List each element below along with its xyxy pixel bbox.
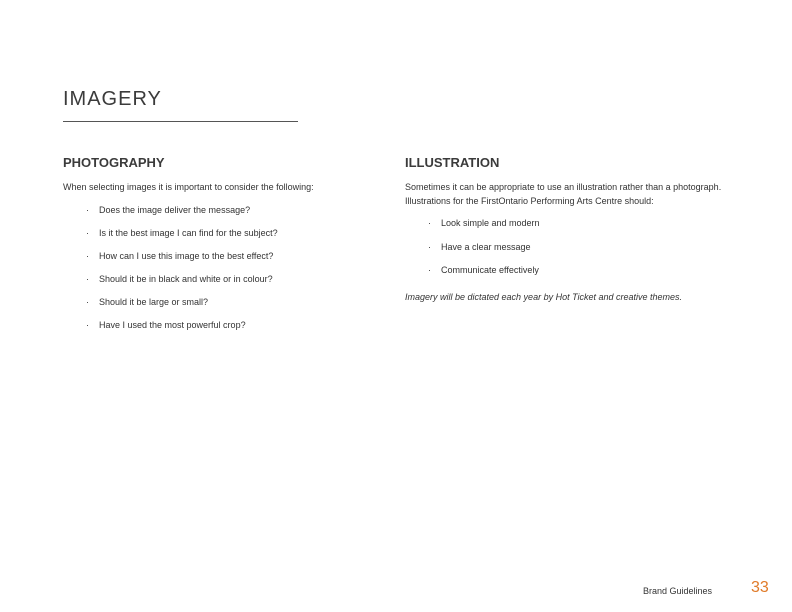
illustration-section: [405, 155, 725, 302]
photography-list: [63, 204, 363, 331]
bullet-icon: ·: [86, 251, 89, 261]
page-number: 33: [751, 579, 769, 596]
list-item: · Have a clear message: [428, 241, 531, 252]
page-title: IMAGERY: [63, 88, 162, 110]
list-item: · Is it the best image I can find for the subject?: [86, 228, 278, 238]
bullet-icon: ·: [86, 228, 89, 238]
title-underline: [63, 121, 298, 122]
list-item: · Have I used the most powerful crop?: [86, 320, 246, 330]
bullet-icon: ·: [86, 274, 89, 284]
list-item: · Should it be in black and white or in colour?: [86, 274, 273, 284]
footer-label: Brand Guidelines: [643, 586, 713, 596]
illustration-heading: ILLUSTRATION: [405, 155, 500, 170]
illustration-list: [405, 217, 725, 276]
bullet-icon: ·: [428, 218, 431, 228]
bullet-icon: ·: [86, 205, 89, 215]
photography-intro: When selecting images it is important to consider the following:: [63, 182, 314, 192]
photography-heading: PHOTOGRAPHY: [63, 155, 165, 170]
imagery-note: Imagery will be dictated each year by Hot Ticket and creative themes.: [405, 292, 683, 302]
list-item: · Does the image deliver the message?: [86, 205, 251, 215]
bullet-icon: ·: [86, 320, 89, 330]
list-item: · Look simple and modern: [428, 218, 540, 228]
illustration-intro: Sometimes it can be appropriate to use an illustration rather than a photograph. Illustrations for the FirstOntario Performing Arts Centre should:: [405, 182, 722, 206]
bullet-icon: ·: [86, 297, 89, 307]
list-item: · How can I use this image to the best effect?: [86, 251, 274, 261]
bullet-icon: ·: [428, 241, 431, 252]
photography-section: [63, 155, 363, 342]
list-item: · Communicate effectively: [428, 265, 539, 275]
bullet-icon: ·: [428, 265, 431, 275]
list-item: · Should it be large or small?: [86, 297, 209, 307]
